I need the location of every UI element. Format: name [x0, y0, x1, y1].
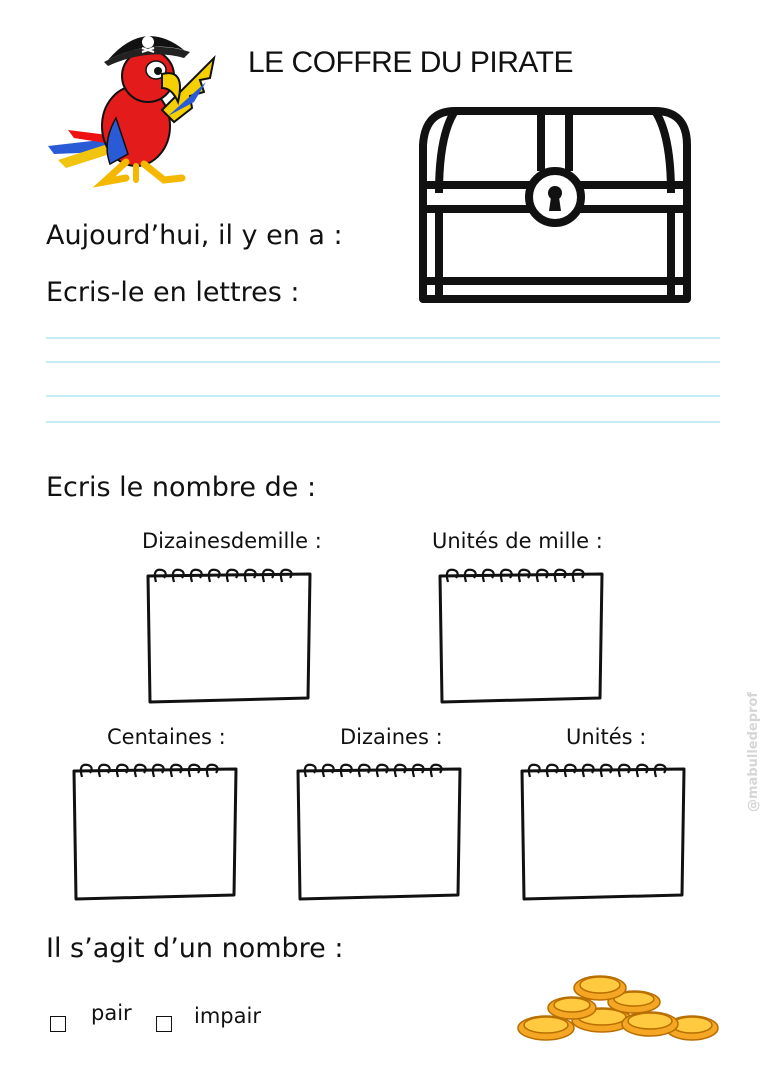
today-prompt: Aujourd’hui, il y en a : — [46, 220, 343, 251]
notepad-units[interactable] — [518, 761, 688, 903]
writing-line — [46, 395, 720, 397]
option-impair-label: impair — [194, 1004, 261, 1028]
checkbox-impair[interactable] — [156, 1016, 172, 1032]
label-ten-thousands: Dizainesdemille : — [142, 529, 322, 553]
notepad-tens[interactable] — [294, 761, 464, 903]
notepad-thousands[interactable] — [436, 566, 606, 706]
checkbox-pair[interactable] — [50, 1016, 66, 1032]
watermark — [730, 688, 761, 828]
parity-prompt: Il s’agit d’un nombre : — [46, 933, 344, 964]
letters-prompt: Ecris-le en lettres : — [46, 277, 300, 308]
label-units: Unités : — [566, 725, 647, 749]
label-tens: Dizaines : — [340, 725, 443, 749]
writing-line — [46, 361, 720, 363]
writing-line — [46, 421, 720, 423]
watermark-text: @mabulledeprof — [746, 691, 761, 812]
writing-line — [46, 337, 720, 339]
gold-coins-illustration — [516, 972, 720, 1048]
notepad-hundreds[interactable] — [70, 761, 240, 903]
treasure-chest-icon — [415, 105, 695, 307]
page-title: LE COFFRE DU PIRATE — [248, 46, 573, 79]
option-pair-label: pair — [91, 1001, 132, 1025]
notepad-ten-thousands[interactable] — [144, 566, 314, 706]
label-hundreds: Centaines : — [107, 725, 226, 749]
number-prompt: Ecris le nombre de : — [46, 472, 317, 503]
parrot-illustration — [44, 18, 220, 193]
label-thousands: Unités de mille : — [432, 529, 603, 553]
